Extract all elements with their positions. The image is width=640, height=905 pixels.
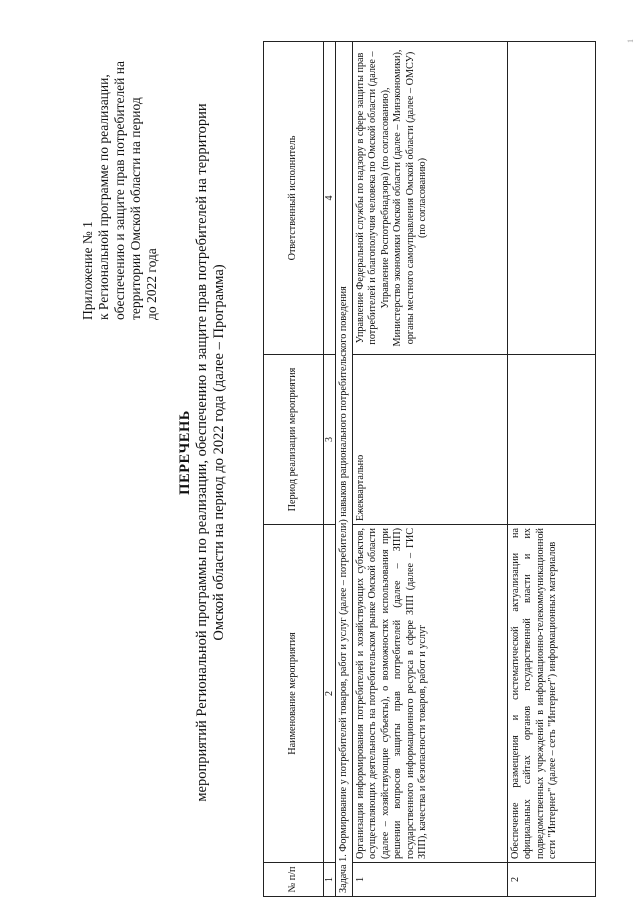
margin-mark: 1 (626, 39, 635, 43)
table-row (508, 42, 596, 897)
annex-line: Приложение № 1 (80, 221, 95, 320)
annex-line: территории Омской области на период (128, 97, 143, 320)
header-name: Наименование мероприятия (264, 525, 324, 863)
header-number: № п/п (264, 863, 324, 897)
column-number: 3 (324, 355, 336, 525)
row-number: 2 (508, 863, 596, 897)
row-measure-name: Организация информирования потребителей и хозяйствующих субъектов, осуществляющих деятельность на потребительском рынке Омской области (далее – хозяйствующие субъекты), о возможностях использования при решении вопросов защиты прав потребителей (далее – ЗПП) государственного информационного ресурса в сфере ЗПП (далее – ГИС ЗПП), качества и безопасности товаров, работ и услуг (353, 525, 508, 863)
header-row (264, 42, 324, 897)
annex-line: обеспечению и защите прав потребителей на (112, 61, 127, 320)
title-line-1: мероприятий Региональной программы по реализации, обеспечению и защите прав потребителей на территории (194, 103, 210, 802)
document-title (177, 0, 228, 905)
header-executor: Ответственный исполнитель (264, 42, 324, 355)
row-executor (353, 42, 508, 355)
header-period: Период реализации мероприятия (264, 355, 324, 525)
executor-line: Министерство экономики Омской области (далее – Минэкономики), (392, 49, 404, 347)
title-heading: ПЕРЕЧЕНЬ (177, 410, 193, 495)
title-line-2: Омской области на период до 2022 года (далее – Программа) (211, 264, 227, 641)
annex-block (80, 20, 160, 320)
column-number: 2 (324, 525, 336, 863)
column-numbers-row (324, 42, 336, 897)
row-period (508, 355, 596, 525)
task-row (336, 42, 353, 897)
annex-line: до 2022 года (144, 248, 159, 320)
annex-line: к Региональной программе по реализации, (96, 74, 111, 320)
task-text: Задача 1. Формирование у потребителей товаров, работ и услуг (далее – потребители) навыков рационального потребительского поведения (336, 42, 353, 897)
executor-line: органы местного самоуправления Омской области (далее – ОМСУ) (по согласованию) (404, 51, 429, 345)
row-period: Ежеквартально (353, 355, 508, 525)
executor-line: Управление Федеральной службы по надзору в сфере защиты прав потребителей и благополучия человека по Омской области (далее – Управление Роспотребнадзора) (по согласованию), (355, 51, 391, 345)
row-measure-name: Обеспечение размещения и систематической актуализации на официальных сайтах органов государственной власти и их подведомственных учреждений в информационно-телекоммуникационной сети "Интернет" (далее – сеть "Интернет") информационных материалов (508, 525, 596, 863)
measures-table (263, 41, 596, 897)
row-executor (508, 42, 596, 355)
column-number: 1 (324, 863, 336, 897)
table-row (353, 42, 508, 897)
row-number: 1 (353, 863, 508, 897)
column-number: 4 (324, 42, 336, 355)
